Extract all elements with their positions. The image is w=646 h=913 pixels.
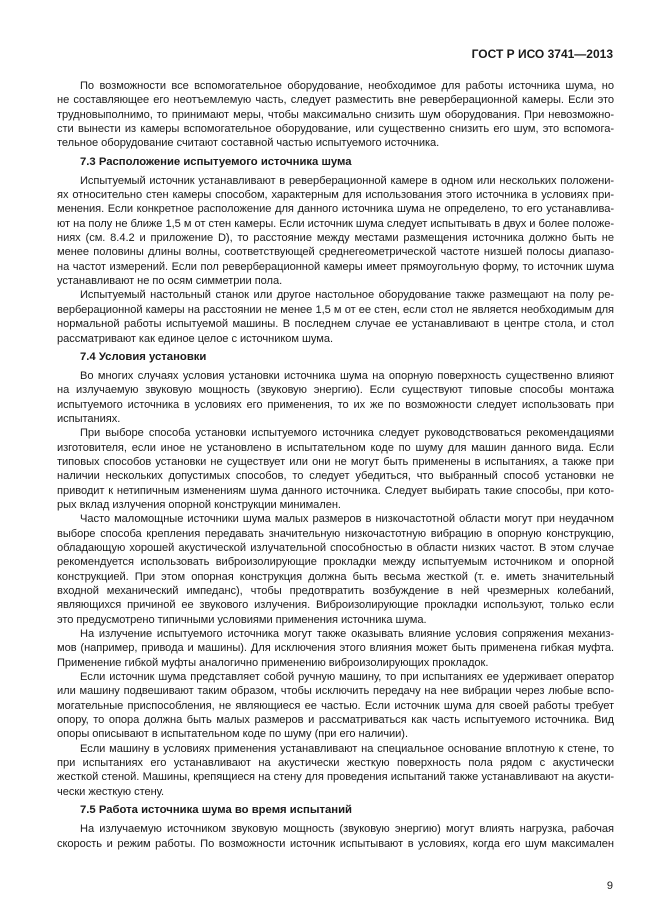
text-line: испытаниях.: [57, 412, 121, 425]
text-line: на излучаемую звуковую мощность (звуковую энергию). Если существуют типовые способы монтажа: [57, 384, 614, 397]
paragraph: [57, 288, 614, 345]
text-line: выборе способа крепления передавать значительную низкочастотную вибрацию в опорную конструкцию,: [57, 527, 614, 540]
text-line: опору, то опора должна быть малых размеров и рассматриваться как часть испытуемого источника. Вид: [57, 714, 614, 727]
text-line: опоры описывают в испытательном коде по шуму (при его наличии).: [57, 728, 408, 741]
text-line: На излучаемую источником звуковую мощность (звуковую энергию) могут влиять нагрузка, рабочая: [80, 823, 614, 836]
paragraph: [57, 822, 614, 851]
text-line: жесткой стеной. Машины, крепящиеся на стену для проведения испытаний также устанавливают на акусти-: [57, 771, 614, 784]
text-line: наличии нескольких допустимых способов, то следует убедиться, что выбранный способ установки не: [57, 470, 614, 483]
text-line: могательные приспособления, не являющиеся ее частью. Если источник шума для своей работы требует: [57, 699, 614, 712]
text-line: являющихся причиной ее звукового излучения. Виброизолирующие прокладки используют, только если: [57, 599, 614, 612]
text-line: не составляющее его неотъемлемую часть, следует разместить вне реверберационной камеры. Если это: [57, 94, 614, 107]
paragraph: [57, 627, 614, 670]
text-line: менения. Если конкретное расположение для данного источника шума не определено, то его устанавлива-: [57, 203, 614, 216]
text-line: менее половины длины волны, соответствующей среднегеометрической частоте низшей полосы диапазо-: [57, 246, 614, 259]
page-number: 9: [606, 880, 613, 892]
text-line: Если машину в условиях применения устанавливают на специальное основание вплотную к стене, то: [80, 742, 614, 755]
text-line: рых вклад излучения опорной конструкции минимален.: [57, 498, 341, 511]
text-line: испытуемого источника в условиях его применения, то их же по возможности следует использовать при: [57, 398, 614, 411]
text-line: скорость и режим работы. По возможности источник испытывают в условиях, когда его шум максимален: [57, 837, 614, 850]
text-line: Если источник шума представляет собой ручную машину, то при испытаниях ее удерживает оператор: [80, 671, 614, 684]
text-line: сти вынести из камеры вспомогательное оборудование, или существенно снизить его шум, это вспомога-: [57, 123, 614, 136]
section-heading: 7.5 Работа источника шума во время испытаний: [80, 804, 353, 817]
text-line: это предусмотрено типичными условиями применения источника шума.: [57, 613, 427, 626]
paragraph: [57, 174, 614, 289]
text-line: Испытуемый настольный станок или другое настольное оборудование также размещают на полу ре-: [80, 289, 614, 302]
text-line: Во многих случаях условия установки источника шума на опорную поверхность существенно влияют: [80, 369, 614, 382]
text-line: тельное оборудование считают составной частью испытуемого источника.: [57, 137, 440, 150]
section-heading: 7.4 Условия установки: [80, 350, 207, 363]
text-line: трудновыполнимо, то принимают меры, чтобы максимально снизить шум оборудования. При невозможно-: [57, 108, 614, 121]
paragraph: [57, 742, 614, 799]
text-line: ниях (см. 8.4.2 и приложение D), то расстояние между местами размещения источника должно быть не: [57, 232, 614, 245]
paragraph: [57, 369, 614, 426]
text-line: Применение гибкой муфты аналогично применению виброизолирующих прокладок.: [57, 656, 489, 669]
text-line: входной механический импеданс), чтобы предотвратить возбуждение в ней чрезмерных колебаний,: [57, 585, 614, 597]
text-line: рассматривают как единое целое с источником шума.: [57, 332, 333, 345]
document-body: [57, 79, 614, 851]
text-line: По возможности все вспомогательное оборудование, необходимое для работы источника шума, но: [80, 80, 614, 92]
text-line: мов (например, привода и машины). Для исключения этого влияния может быть применена гибкая муфта.: [57, 642, 614, 655]
text-line: ют на полу не ближе 1,5 м от стен камеры. Если источник шума следует испытывать в двух и более положе-: [57, 217, 614, 230]
paragraph: [57, 670, 614, 742]
text-line: устанавливают не по осям симметрии пола.: [57, 275, 283, 288]
text-line: конструкцией. При этом опорная конструкция должна быть весьма жесткой (т. е. иметь значительный: [57, 570, 614, 583]
text-line: При выборе способа установки испытуемого источника следует руководствоваться рекомендациями: [80, 427, 614, 440]
text-line: чески жесткую стену.: [57, 785, 165, 798]
text-line: на частот измерений. Если пол реверберационной камеры имеет прямоугольную форму, то источник шума: [57, 260, 614, 273]
text-line: ях относительно стен камеры способом, характерным для использования этого источника в условиях при-: [57, 189, 614, 202]
text-line: типовых способов установки не существует или они не могут быть применены в испытаниях, а также при: [57, 455, 614, 468]
text-line: изготовителя, если иное не установлено в испытательном коде по шуму для машин данного вида. Если: [57, 441, 614, 454]
text-line: Часто маломощные источники шума малых размеров в низкочастотной области могут при неудачном: [80, 513, 614, 526]
text-line: нормальной работы испытуемой машины. В последнем случае ее устанавливают в центре стола, и стол: [57, 318, 614, 331]
text-line: обладающую хорошей акустической излучательной способностью в области низких частот. В этом случае: [57, 541, 614, 554]
text-line: приводит к нетипичным изменениям шума данного источника. Следует выбирать такие способы, при кото-: [57, 484, 614, 497]
document-header: ГОСТ Р ИСО 3741—2013: [471, 47, 613, 61]
section-heading: 7.3 Расположение испытуемого источника шума: [80, 155, 352, 168]
text-line: рекомендуется использовать виброизолирующие прокладки между испытуемым источником и опорной: [57, 556, 614, 569]
paragraph: [57, 426, 614, 512]
text-line: верберационной камеры на расстоянии не менее 1,5 м от ее стен, если стол не является необходимым для: [57, 303, 614, 316]
paragraph: [57, 512, 614, 627]
text-line: или машину подвешивают таким образом, чтобы исключить передачу на нее вибрации через любые вспо-: [57, 685, 614, 698]
text-line: при испытаниях его устанавливают на акустически жесткую поверхность пола рядом с акустически: [57, 757, 614, 770]
text-line: Испытуемый источник устанавливают в реверберационной камере в одном или нескольких положени-: [80, 174, 614, 187]
paragraph: [57, 79, 614, 151]
text-line: На излучение испытуемого источника могут также оказывать влияние условия сопряжения механиз-: [80, 628, 614, 641]
